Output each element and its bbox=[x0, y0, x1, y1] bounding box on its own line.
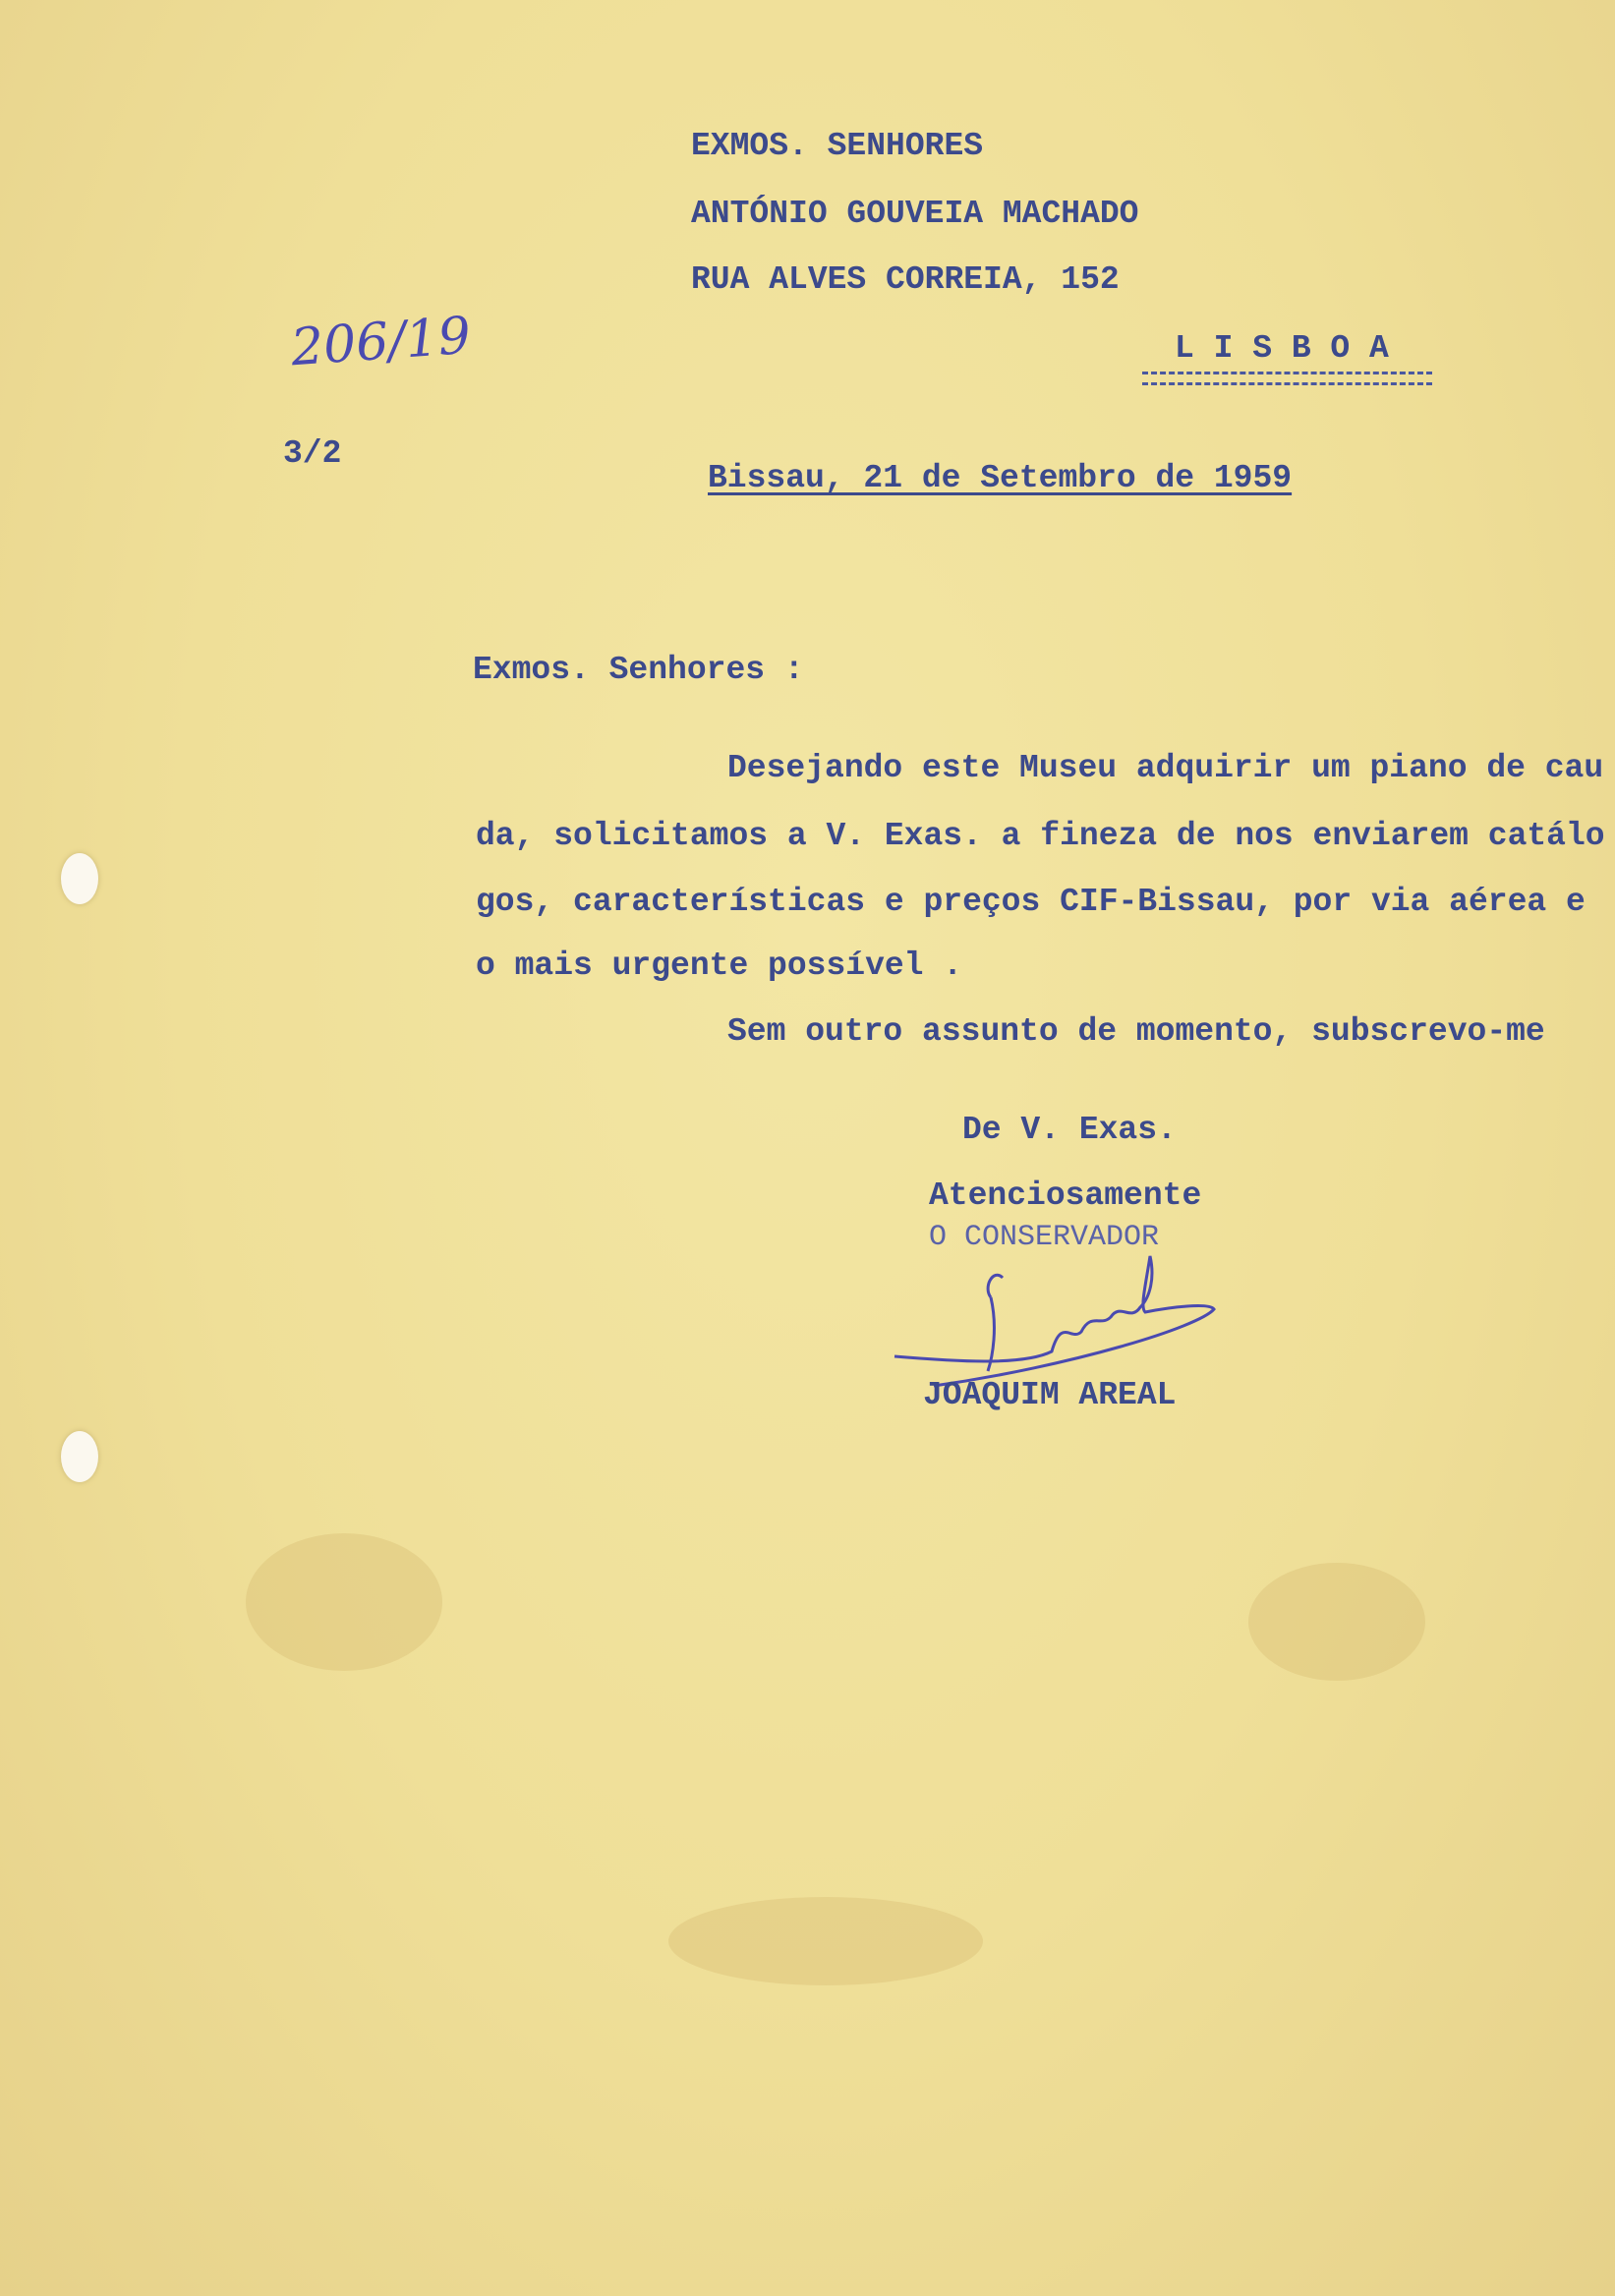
handwritten-reference: 206/19 bbox=[289, 306, 473, 378]
recipient-city: L I S B O A bbox=[1175, 330, 1389, 367]
paper-stain bbox=[668, 1897, 983, 1985]
paper-stain bbox=[1248, 1563, 1425, 1681]
body-line: da, solicitamos a V. Exas. a fineza de nos enviarem catálo bbox=[476, 818, 1605, 854]
city-double-underline bbox=[1142, 372, 1432, 385]
date-line: Bissau, 21 de Setembro de 1959 bbox=[708, 460, 1293, 496]
signoff-line: De V. Exas. bbox=[962, 1112, 1177, 1148]
signatory-name: JOAQUIM AREAL bbox=[923, 1377, 1177, 1413]
reference-number: 3/2 bbox=[283, 435, 342, 472]
recipient-salutation: EXMOS. SENHORES bbox=[691, 128, 984, 164]
greeting: Exmos. Senhores : bbox=[473, 652, 804, 688]
signature-icon bbox=[875, 1248, 1229, 1396]
punch-hole bbox=[61, 1431, 98, 1482]
punch-hole bbox=[61, 853, 98, 904]
recipient-street: RUA ALVES CORREIA, 152 bbox=[691, 261, 1120, 298]
signoff-title: O CONSERVADOR bbox=[929, 1221, 1160, 1254]
recipient-name: ANTÓNIO GOUVEIA MACHADO bbox=[691, 196, 1139, 232]
body-line: o mais urgente possível . bbox=[476, 947, 963, 984]
signoff-regards: Atenciosamente bbox=[929, 1177, 1202, 1214]
paper-stain bbox=[246, 1533, 442, 1671]
body-line: gos, características e preços CIF-Bissau, por via aérea e bbox=[476, 884, 1586, 920]
closing-line: Sem outro assunto de momento, subscrevo-me bbox=[727, 1013, 1545, 1050]
body-line: Desejando este Museu adquirir um piano de cau bbox=[727, 750, 1604, 786]
